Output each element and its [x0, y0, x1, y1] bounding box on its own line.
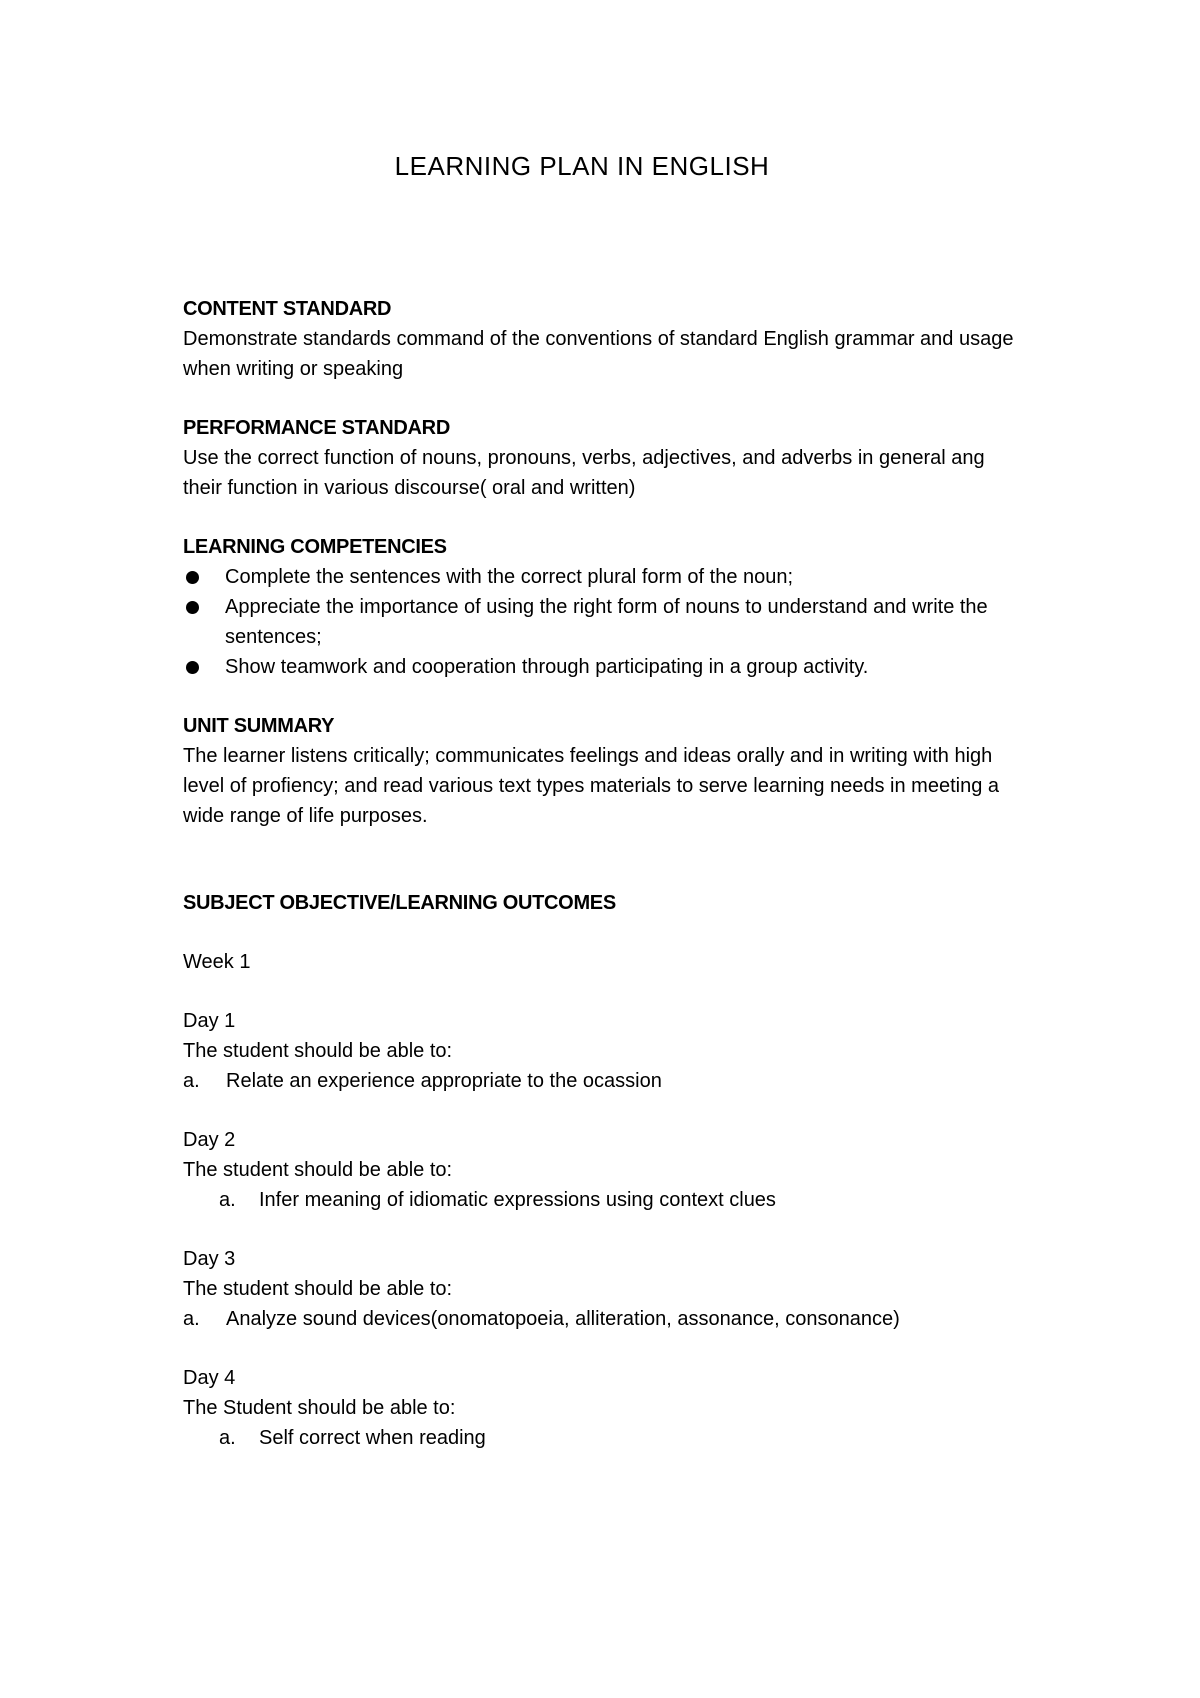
competency-item: [183, 652, 1023, 682]
list-marker: a.: [219, 1189, 236, 1211]
day-label: Day 2: [183, 1129, 236, 1151]
day-intro: The student should be able to:: [183, 1040, 453, 1062]
performance-standard-heading: PERFORMANCE STANDARD: [183, 417, 450, 439]
outcome-text: Infer meaning of idiomatic expressions using context clues: [259, 1189, 776, 1211]
outcome-text: Relate an experience appropriate to the ocassion: [226, 1070, 662, 1092]
outcome-text: Analyze sound devices(onomatopoeia, alliteration, assonance, consonance): [226, 1308, 900, 1330]
unit-summary-heading: UNIT SUMMARY: [183, 715, 335, 737]
outcome-text: Self correct when reading: [259, 1427, 486, 1449]
list-marker: a.: [219, 1427, 236, 1449]
competency-item: [183, 562, 1023, 592]
learning-competencies-heading: LEARNING COMPETENCIES: [183, 536, 447, 558]
day-label: Day 4: [183, 1367, 236, 1389]
competency-text: Show teamwork and cooperation through participating in a group activity.: [225, 656, 869, 678]
bullet-icon: [186, 601, 199, 614]
list-marker: a.: [183, 1070, 200, 1092]
day-intro: The student should be able to:: [183, 1159, 453, 1181]
content-standard-text: Demonstrate standards command of the conventions of standard English grammar and usage when writing or speaking: [183, 328, 1014, 380]
competency-item: [183, 592, 1023, 652]
list-marker: a.: [183, 1308, 200, 1330]
performance-standard-text: Use the correct function of nouns, pronouns, verbs, adjectives, and adverbs in general ang their function in various discourse( oral and written): [183, 447, 985, 499]
outcomes-heading: SUBJECT OBJECTIVE/LEARNING OUTCOMES: [183, 892, 616, 914]
day-intro: The Student should be able to:: [183, 1397, 456, 1419]
bullet-icon: [186, 661, 199, 674]
day-label: Day 1: [183, 1010, 236, 1032]
day-intro: The student should be able to:: [183, 1278, 453, 1300]
competency-text: Complete the sentences with the correct plural form of the noun;: [225, 566, 794, 588]
page-title: LEARNING PLAN IN ENGLISH: [394, 151, 770, 181]
competency-text: Appreciate the importance of using the right form of nouns to understand and write the sentences;: [225, 596, 988, 648]
content-standard-heading: CONTENT STANDARD: [183, 298, 392, 320]
day-label: Day 3: [183, 1248, 236, 1270]
unit-summary-text: The learner listens critically; communicates feelings and ideas orally and in writing with high level of profiency; and read various text types materials to serve learning needs in meeting a wide range of life purposes.: [183, 745, 999, 827]
bullet-icon: [186, 571, 199, 584]
week-label: Week 1: [183, 951, 251, 973]
